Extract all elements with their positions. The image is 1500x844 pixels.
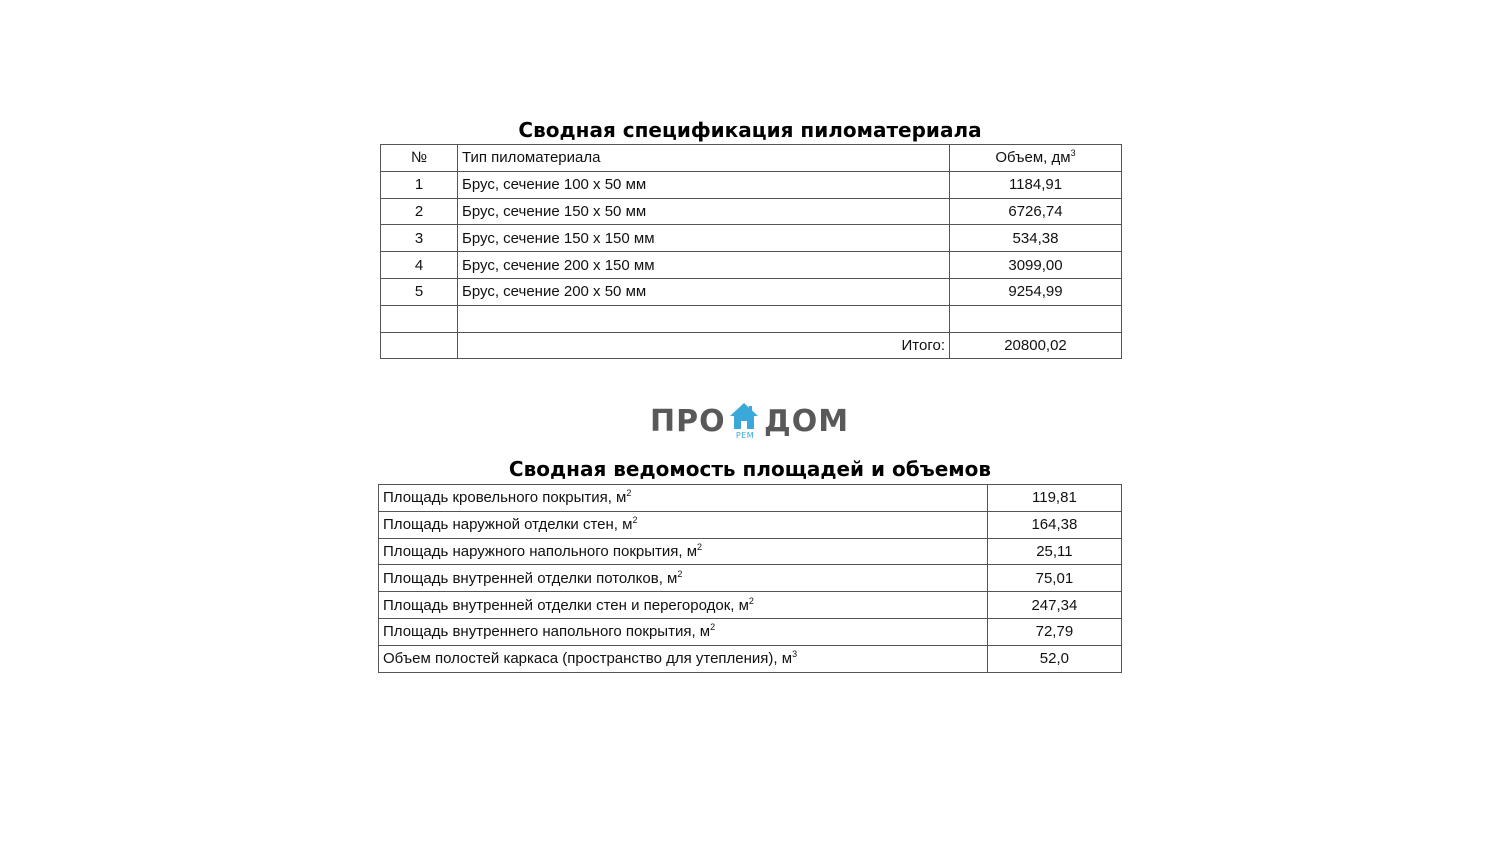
table-row	[379, 511, 1122, 538]
table-row	[381, 252, 1122, 279]
row-value: 25,11	[987, 538, 1121, 565]
row-name: Объем полостей каркаса (пространство для утепления), $м^3$	[379, 645, 988, 672]
areas-volumes-table	[378, 484, 1122, 673]
row-type: Брус, сечение 200 х 150 мм	[458, 252, 950, 279]
table-row	[381, 171, 1122, 198]
row-type: Брус, сечение 200 х 50 мм	[458, 278, 950, 305]
row-num: 4	[381, 252, 458, 279]
row-value: 75,01	[987, 565, 1121, 592]
row-value: 52,0	[987, 645, 1121, 672]
row-name: Площадь наружной отделки стен, $м^2$	[379, 511, 988, 538]
row-name: Площадь внутреннего напольного покрытия, $м^2$	[379, 618, 988, 645]
row-name: Площадь кровельного покрытия, $м^2$	[379, 485, 988, 512]
table-row	[379, 645, 1122, 672]
table-row	[379, 618, 1122, 645]
row-volume: 1184,91	[950, 171, 1122, 198]
total-row	[381, 332, 1122, 359]
row-volume: 3099,00	[950, 252, 1122, 279]
prodom-logo	[650, 400, 850, 444]
row-type: Брус, сечение 100 х 50 мм	[458, 171, 950, 198]
header-type: Тип пиломатериала	[458, 145, 950, 172]
table-row	[379, 565, 1122, 592]
header-num: №	[381, 145, 458, 172]
empty-row	[381, 305, 1122, 332]
row-value: 164,38	[987, 511, 1121, 538]
house-icon	[728, 402, 760, 430]
row-name: Площадь наружного напольного покрытия, $м^2$	[379, 538, 988, 565]
total-label: Итого:	[458, 332, 950, 359]
summary-title: Сводная ведомость площадей и объемов	[508, 457, 992, 481]
spec-header-row	[381, 145, 1122, 172]
row-value: 247,34	[987, 592, 1121, 619]
header-volume-sup: 3	[1070, 148, 1076, 159]
row-num: 1	[381, 171, 458, 198]
spec-title: Сводная спецификация пиломатериала	[518, 118, 982, 142]
table-row	[379, 538, 1122, 565]
table-row	[379, 485, 1122, 512]
logo-word-left: ПРО	[650, 404, 726, 439]
row-name: Площадь внутренней отделки потолков, $м^2$	[379, 565, 988, 592]
table-row	[381, 198, 1122, 225]
row-volume: 534,38	[950, 225, 1122, 252]
row-num: 2	[381, 198, 458, 225]
table-row	[379, 592, 1122, 619]
table-row	[381, 278, 1122, 305]
table-row	[381, 225, 1122, 252]
row-type: Брус, сечение 150 х 150 мм	[458, 225, 950, 252]
row-volume: 9254,99	[950, 278, 1122, 305]
row-value: 72,79	[987, 618, 1121, 645]
header-volume	[950, 145, 1122, 172]
lumber-spec-table	[380, 144, 1122, 359]
header-volume-label: Объем, дм	[995, 149, 1071, 167]
row-name: Площадь внутренней отделки стен и перегородок, $м^2$	[379, 592, 988, 619]
row-type: Брус, сечение 150 х 50 мм	[458, 198, 950, 225]
logo-word-right: ДОМ	[764, 404, 850, 439]
row-num: 3	[381, 225, 458, 252]
row-num: 5	[381, 278, 458, 305]
total-value: 20800,02	[950, 332, 1122, 359]
row-value: 119,81	[987, 485, 1121, 512]
row-volume: 6726,74	[950, 198, 1122, 225]
logo-sub: РЕМ	[735, 431, 755, 440]
